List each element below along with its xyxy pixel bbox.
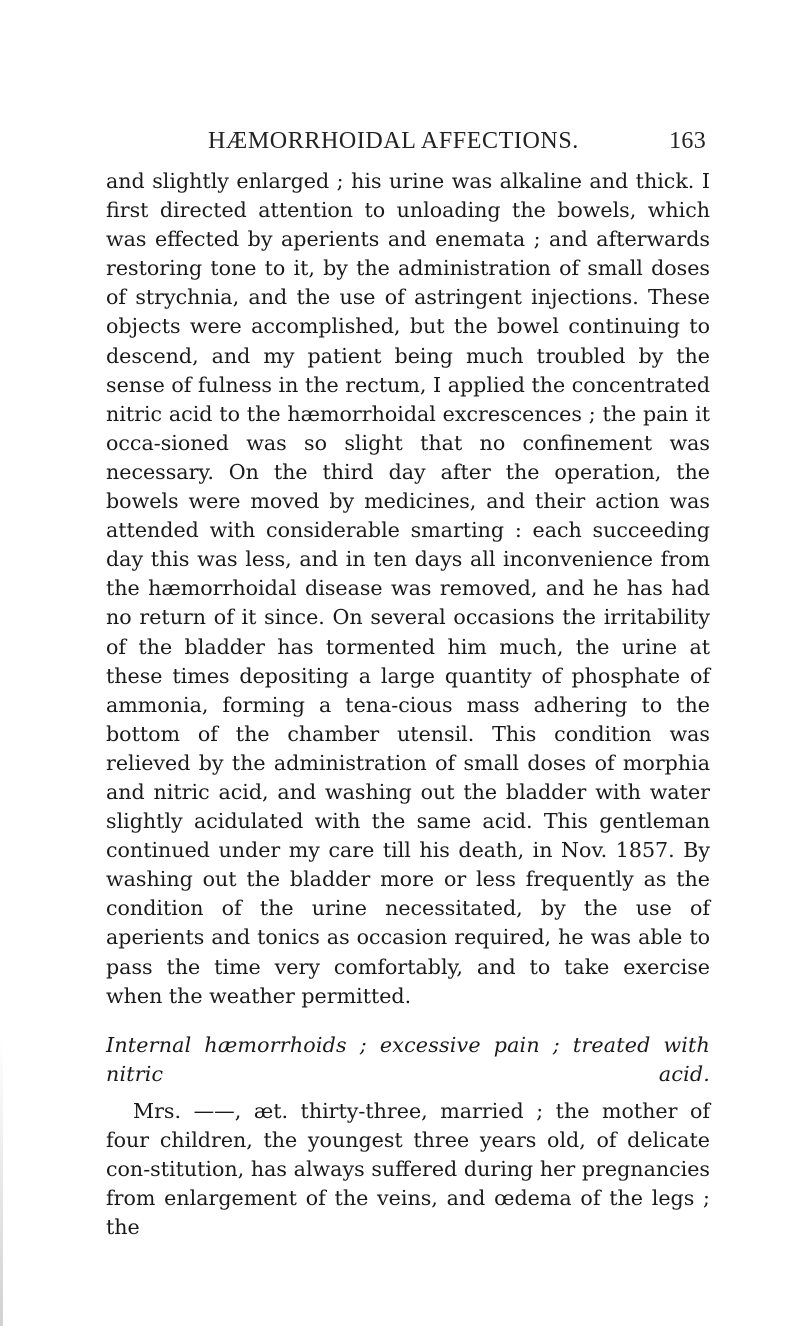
body-text: [106, 167, 710, 1242]
paragraph-continued: and slightly enlarged ; his urine was alkaline and thick. I first directed attention to unloading the bowels, which was effected by aperients and enemata ; and afterwards restoring tone to it, by the administration of small doses of strychnia, and the use of astringent injections. These objects were accomplished, but the bowel continuing to descend, and my patient being much troubled by the sense of fulness in the rectum, I applied the concentrated nitric acid to the hæmorrhoidal excrescences ; the pain it occa-sioned was so slight that no confinement was necessary. On the third day after the operation, the bowels were moved by medicines, and their action was attended with considerable smarting : each succeeding day this was less, and in ten days all inconvenience from the hæmorrhoidal disease was removed, and he has had no return of it since. On several occasions the irritability of the bladder has tormented him much, the urine at these times depositing a large quantity of phosphate of ammonia, forming a tena-cious mass adhering to the bottom of the chamber utensil. This condition was relieved by the administration of small doses of morphia and nitric acid, and washing out the bladder with water slightly acidulated with the same acid. This gentleman continued under my care till his death, in Nov. 1857. By washing out the bladder more or less frequently as the condition of the urine necessitated, by the use of aperients and tonics as occasion required, he was able to pass the time very comfortably, and to take exercise when the weather permitted.: [106, 169, 710, 1008]
page-binding-shadow: [0, 1040, 3, 1326]
running-head-title: HÆMORRHOIDAL AFFECTIONS.: [208, 128, 579, 154]
paragraph-case: Mrs. ——, æt. thirty-three, married ; the mother of four children, the youngest three years old, of delicate con-stitution, has always suffered during her pregnancies from enlargement of the veins, and œdema of the legs ; the: [106, 1098, 710, 1240]
page-number: 163: [669, 128, 706, 154]
case-heading: Internal hæmorrhoids ; excessive pain ; treated with nitric acid.: [106, 1032, 710, 1086]
running-head: [208, 128, 706, 158]
